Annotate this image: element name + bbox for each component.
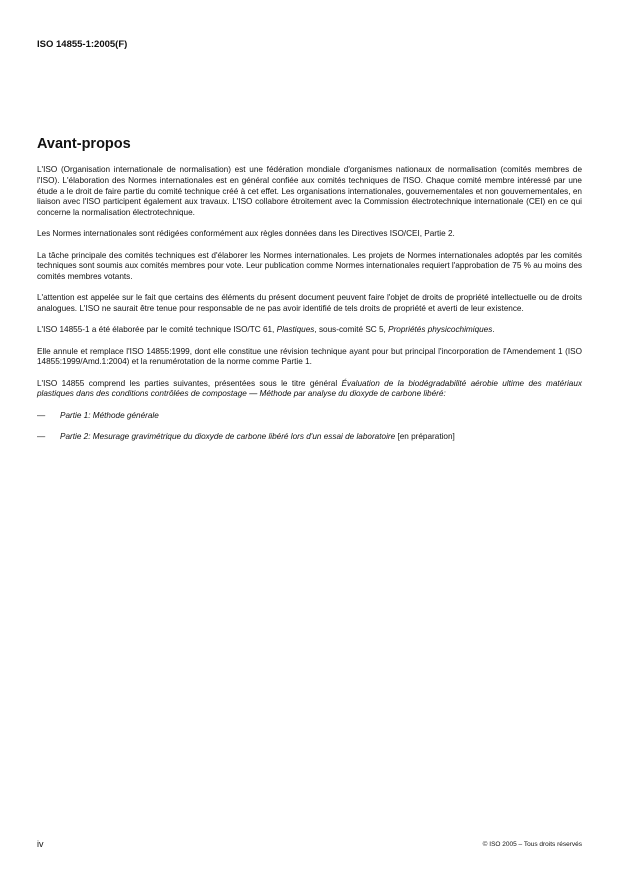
text: Les Normes internationales sont rédigées conformément aux règles données dans les Directives ISO/CEI, Partie 2. (37, 229, 455, 239)
paragraph (37, 379, 582, 401)
list-item-suffix: [en préparation] (395, 431, 455, 441)
text: L'ISO (Organisation internationale de normalisation) est une fédération mondiale d'organismes nationaux de normalisation (comités membres de l'ISO). L'élaboration des Normes internationales est en général confiée aux comités techniques de l'ISO. Chaque comité membre intéressé par une étude a le droit de faire partie du comité technique créé à cet effet. Les organisations internationales, gouvernementales et non gouvernementales, en liaison avec l'ISO participent également aux travaux. L'ISO collabore étroitement avec la Commission électrotechnique internationale (CEI) en ce qui concerne la normalisation électrotechnique. (37, 165, 582, 217)
paragraph (37, 165, 582, 219)
page-number: iv (37, 839, 44, 849)
foreword-body (37, 165, 582, 453)
text: L'ISO 14855 comprend les parties suivantes, présentées sous le titre général (37, 378, 342, 388)
list-dash: — (37, 410, 46, 420)
copyright-notice: © ISO 2005 – Tous droits réservés (482, 841, 582, 848)
text: La tâche principale des comités techniques est d'élaborer les Normes internationales. Les projets de Normes internationales adoptés par les comités techniques sont soumis aux comités membres pour vote. Leur publication comme Normes internationales requiert l'approbation de 75 % au moins des comités membres votants. (37, 250, 582, 281)
italic-text: Évaluation de la biodégradabilité aérobie ultime des matériaux plastiques dans des conditions contrôlées de compostage — Méthode par analyse du dioxyde de carbone libéré (37, 378, 582, 399)
paragraph (37, 347, 582, 369)
list-item-text: Partie 2: Mesurage gravimétrique du dioxyde de carbone libéré lors d'un essai de laboratoire (60, 431, 396, 441)
text: L'ISO 14855-1 a été élaborée par le comité technique ISO/TC 61, (37, 325, 277, 335)
text: , sous-comité SC 5, (314, 325, 389, 335)
document-id-header: ISO 14855-1:2005(F) (37, 39, 128, 50)
italic-text: Plastiques (276, 325, 315, 335)
italic-text: Propriétés physicochimiques (388, 325, 493, 335)
list-item (37, 411, 582, 422)
list-item-text: Partie 1: Méthode générale (60, 410, 159, 420)
text: . (492, 325, 495, 335)
italic-text: : (443, 389, 446, 399)
paragraph (37, 229, 582, 240)
list-dash: — (37, 431, 46, 441)
paragraph (37, 251, 582, 283)
section-title: Avant-propos (37, 136, 131, 152)
paragraph (37, 325, 582, 336)
text: L'attention est appelée sur le fait que certains des éléments du présent document peuvent faire l'objet de droits de propriété intellectuelle ou de droits analogues. L'ISO ne saurait être tenue pour responsable de ne pas avoir identifié de tels droits de propriété et averti de leur existence. (37, 293, 582, 313)
list-item (37, 432, 582, 443)
text: Elle annule et remplace l'ISO 14855:1999, dont elle constitue une révision technique ayant pour but principal l'incorporation de l'Amendement 1 (ISO 14855:1999/Amd.1:2004) et la renumérotation de la norme comme Partie 1. (37, 346, 582, 367)
paragraph (37, 293, 582, 315)
